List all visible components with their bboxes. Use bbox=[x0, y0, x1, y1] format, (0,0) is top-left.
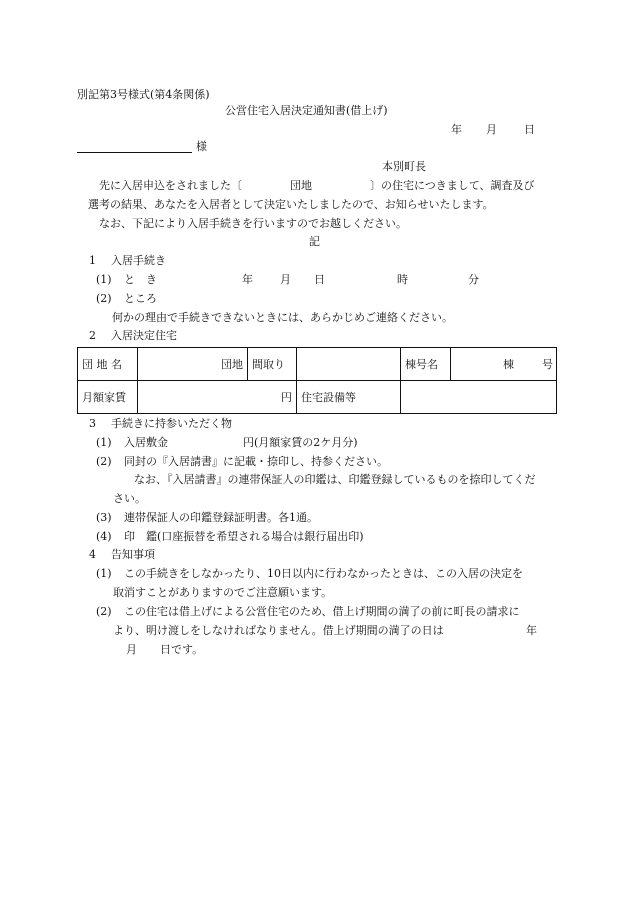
sec1-month: 月 bbox=[280, 273, 291, 286]
cell-danchi: 団地 bbox=[138, 348, 248, 381]
intro-line1-a: 先に入居申込をされました〔 bbox=[99, 179, 242, 192]
sec3-item4-text: 印 鑑(口座振替を希望される場合は銀行届出印) bbox=[124, 530, 364, 543]
sec4-title: 告知事項 bbox=[111, 548, 155, 561]
label-danchi-name: 団 地 名 bbox=[78, 348, 138, 381]
sec3-item1-value: 円(月額家賃の2ケ月分) bbox=[243, 436, 358, 449]
label-facilities: 住宅設備等 bbox=[297, 381, 401, 414]
intro-line1-c: 〕の住宅につきまして、調査及び bbox=[370, 179, 535, 192]
addressee-line bbox=[77, 152, 192, 153]
building-unit: 棟 bbox=[503, 358, 514, 371]
sec4-item2-day-end: 日です。 bbox=[160, 643, 204, 656]
sec4-item2-year: 年 bbox=[526, 624, 537, 637]
intro-line2: 選考の結果、あなたを入居者として決定いたしましたので、お知らせいたします。 bbox=[88, 198, 494, 211]
issuer: 本別町長 bbox=[382, 160, 426, 173]
sec1-year: 年 bbox=[242, 273, 253, 286]
sec4-item1-num: (1) bbox=[96, 567, 112, 580]
sec3-num: 3 bbox=[89, 417, 96, 430]
date-day: 日 bbox=[524, 123, 535, 136]
sec3-item1-num: (1) bbox=[96, 436, 112, 449]
sec1-day: 日 bbox=[314, 273, 325, 286]
sec1-item1-label: と き bbox=[124, 273, 157, 286]
sec1-item2-label: ところ bbox=[124, 292, 157, 305]
sec3-item3-text: 連帯保証人の印鑑登録証明書。各1通。 bbox=[124, 511, 318, 524]
sec3-item2-note-line2: さい。 bbox=[113, 492, 146, 505]
sec4-item1-line2: 取消すことがありますのでご注意願います。 bbox=[113, 586, 333, 599]
addressee-suffix: 様 bbox=[196, 140, 207, 153]
housing-table bbox=[77, 347, 557, 414]
date-month: 月 bbox=[486, 123, 497, 136]
sec1-title: 入居手続き bbox=[111, 254, 166, 267]
sec3-item4-num: (4) bbox=[96, 530, 112, 543]
sec3-item2-text: 同封の『入居請書』に記載・捺印し、持参ください。 bbox=[124, 455, 388, 468]
date-year: 年 bbox=[451, 123, 462, 136]
sec4-item2-month: 月 bbox=[126, 643, 137, 656]
intro-line3: なお、下記により入居手続きを行いますのでお越しください。 bbox=[99, 217, 407, 230]
sec1-note: 何かの理由で手続きできないときには、あらかじめご連絡ください。 bbox=[112, 311, 453, 324]
sec1-num: 1 bbox=[89, 254, 96, 267]
label-monthly-rent: 月額家賃 bbox=[78, 381, 138, 414]
sec4-item2-num: (2) bbox=[96, 605, 112, 618]
sec4-num: 4 bbox=[89, 548, 96, 561]
cell-madori bbox=[297, 348, 401, 381]
label-building-number: 棟号名 bbox=[401, 348, 451, 381]
sec4-item2-line1: この住宅は借上げによる公営住宅のため、借上げ期間の満了の前に町長の請求に bbox=[124, 605, 520, 618]
table-row bbox=[78, 381, 557, 414]
ki-heading: 記 bbox=[309, 235, 320, 248]
intro-line1-b: 団地 bbox=[290, 179, 312, 192]
sec2-num: 2 bbox=[89, 329, 96, 342]
sec4-item2-line2: より、明け渡しをしなければなりません。借上げ期間の満了の日は bbox=[113, 624, 444, 637]
sec1-minute: 分 bbox=[468, 273, 479, 286]
document-title: 公営住宅入居決定通知書(借上げ) bbox=[225, 104, 388, 117]
cell-facilities bbox=[401, 381, 557, 414]
form-id: 別記第3号様式(第4条関係) bbox=[77, 88, 210, 101]
sec1-hour: 時 bbox=[397, 273, 408, 286]
sec3-item3-num: (3) bbox=[96, 511, 112, 524]
sec3-item2-num: (2) bbox=[96, 455, 112, 468]
sec2-title: 入居決定住宅 bbox=[111, 329, 177, 342]
cell-building-number bbox=[451, 348, 557, 381]
sec1-item1-num: (1) bbox=[96, 273, 112, 286]
room-unit: 号 bbox=[542, 358, 553, 371]
sec1-item2-num: (2) bbox=[96, 292, 112, 305]
label-madori: 間取り bbox=[248, 348, 297, 381]
sec3-item2-note-line1: なお、『入居請書』の連帯保証人の印鑑は、印鑑登録しているものを捺印してくだ bbox=[134, 473, 536, 486]
sec3-title: 手続きに持参いただく物 bbox=[111, 417, 232, 430]
sec3-item1-label: 入居敷金 bbox=[124, 436, 168, 449]
cell-monthly-rent: 円 bbox=[138, 381, 297, 414]
table-row bbox=[78, 348, 557, 381]
sec4-item1-line1: この手続きをしなかったり、10日以内に行わなかったときは、この入居の決定を bbox=[124, 567, 523, 580]
